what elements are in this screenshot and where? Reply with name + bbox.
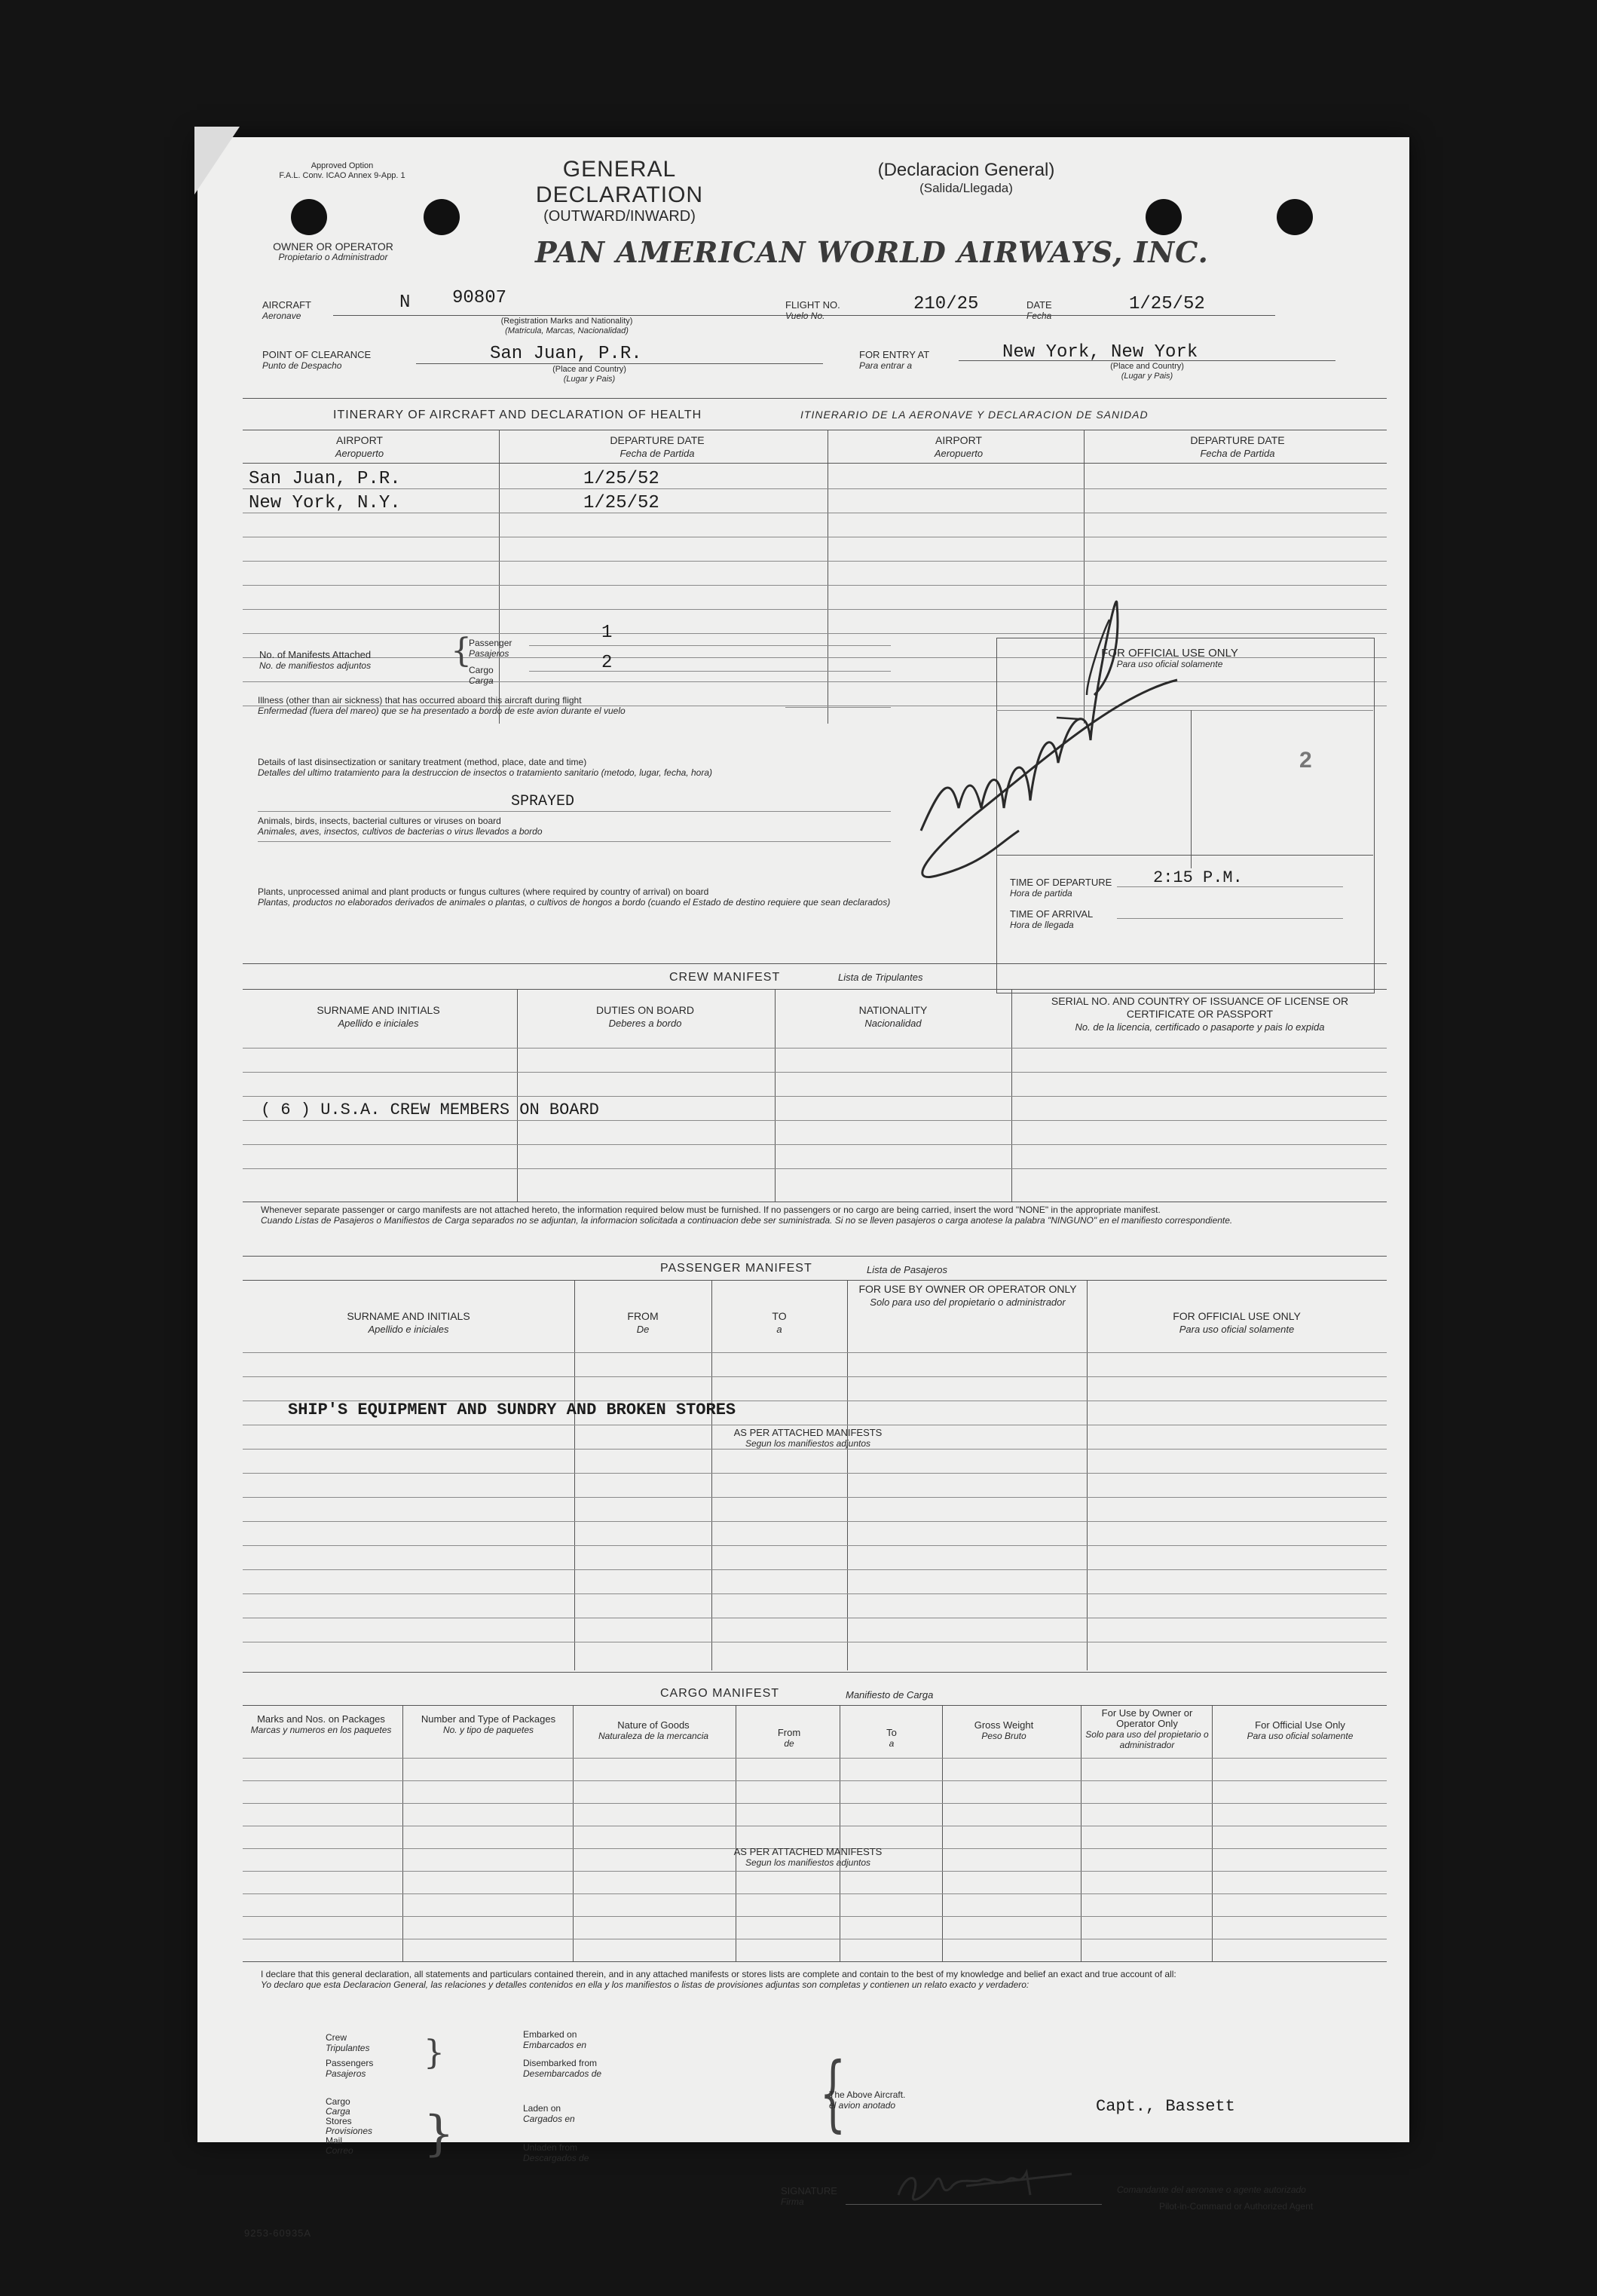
pilot-label: Pilot-in-Command or Authorized Agent <box>1159 2201 1314 2212</box>
entry-place-note: (Place and Country) (Lugar y Pais) <box>1110 362 1184 381</box>
animals-label: Animals, birds, insects, bacterial cultures or viruses on board Animales, aves, insectos, cultivos de bacterias o virus llevados a bordo <box>258 816 543 837</box>
flight-label: FLIGHT NO. Vuelo No. <box>785 299 840 321</box>
clearance-value: San Juan, P.R. <box>490 344 642 364</box>
passenger-col-to: TO a <box>772 1310 787 1335</box>
cargo-col-official: For Official Use Only Para uso oficial solamente <box>1247 1719 1354 1741</box>
itinerary-col-airport-2: AIRPORT Aeropuerto <box>934 434 984 459</box>
cargo-manifest-title-es: Manifiesto de Carga <box>846 1689 934 1701</box>
cargo-col-to: To a <box>886 1727 897 1749</box>
passenger-col-name: SURNAME AND INITIALS Apellido e iniciales <box>347 1310 470 1335</box>
crew-col-nationality: NATIONALITY Nacionalidad <box>858 1004 928 1029</box>
declaration-laden-label: Laden on Cargados en <box>523 2103 575 2124</box>
punch-hole <box>291 199 327 235</box>
cargo-manifest-title: CARGO MANIFEST <box>660 1687 780 1700</box>
clearance-label: POINT OF CLEARANCE Punto de Despacho <box>262 349 372 371</box>
declaration-crew-label: Crew Tripulantes <box>326 2032 370 2053</box>
place-note: (Place and Country) (Lugar y Pais) <box>552 365 626 384</box>
crew-col-serial: SERIAL NO. AND COUNTRY OF ISSUANCE OF LICENSE OR CERTIFICATE OR PASSPORT No. de la licencia, certificado o pasaporte y pais lo expida <box>1051 995 1349 1033</box>
cargo-count: 2 <box>601 653 613 673</box>
declaration-statement: I declare that this general declaration, all statements and particulars contained therein, and in any attached manifests or stores lists are complete and contain to the best of my knowledge and belief an exact and true account of all: Yo declaro que esta Declaracion General, las relaciones y detalles contenidos en ella y los manifiestos o listas de provisiones adjuntas son completas y contienen un relato exacto y verdadero: <box>261 1969 1176 1990</box>
cargo-col-marks: Marks and Nos. on Packages Marcas y numeros en los paquetes <box>250 1713 392 1735</box>
handwritten-scrawl <box>861 454 1283 936</box>
declaration-cargo-label: Cargo Carga Stores Provisiones Mail Correo <box>326 2096 373 2156</box>
aircraft-value: 90807 <box>452 288 507 308</box>
passenger-col-from: FROM De <box>627 1310 659 1335</box>
punch-hole <box>424 199 460 235</box>
general-declaration-page: Approved Option F.A.L. Conv. ICAO Annex 9-App. 1 GENERAL DECLARATION (OUTWARD/INWARD) (Declaracion General) (Salida/Llegada) OWNER OR OPERATOR Propietario o Administrador PAN AMERICAN WORLD AIRWAYS, INC. AIRCRAFT Aeronave N 90807 (Registration Marks and Nationality) (Matricula, Marcas, Nacionalidad) FLIGHT NO. Vuelo No. 210/25 DATE Fecha 1/25/52 POINT OF CLEARANCE Punto de Despacho San Juan, P.R. (Place and Country) (Lugar y Pais) FOR ENTRY AT Para entrar a New York, New York (Place and Country) (Lugar y Pais) ITINERARY OF AIRCRAFT AND DECLARATION OF HEALTH ITINERARIO DE LA AERONAVE Y DECLARACION DE SANIDAD AIRPORT Aeropuerto DEPARTURE DATE Fecha de Partida AIRPORT Aeropuerto DEPARTURE DATE Fecha de Partida San Juan, P.R. 1/25/52 New York, N.Y. 1/25/52 No. of Manifests Attached No. de manifiestos adjuntos { Passenger Pasajeros 1 Cargo Carga 2 Illness (other than air sickness) that has occurred aboard this aircraft during flight Enfermedad (fuera del mareo) que se ha presentado a bordo de este avion durante el vuelo Details of last disinsectization or sanitary treatment (method, place, date and time) Detalles del ultimo tratamiento para la destruccion de insectos o tratamiento sanitario (metodo, lugar, fecha, hora) SPRAYED Animals, birds, insects, bacterial cultures or viruses on board Animales, aves, insectos, cultivos de bacterias o virus llevados a bordo Plants, unprocessed animal and plant products or fungus cultures (where required by country of arrival) on board Plantas, productos no elaborados derivados de animales o plantas, o cultivos de hongos a bordo (cuando el Estado de destino requiere que sean declarados) FOR OFFICIAL USE ONLY Para uso oficial solamente 2 TIME OF DEPARTURE Hora de partida 2:15 P.M. TIME OF ARRIVAL Hora de llegada CREW MANIFEST Lista de Tripulantes SURNAME AND INITIALS Apellido e iniciales DUTIES ON BOARD Deberes a bordo NATIONALITY Nacionalidad SERIAL NO. AND COUNTRY OF ISSUANCE OF LICENSE OR CERTIFICATE OR PASSPORT No. de la licencia, certificado o pasaporte y pais lo expida ( 6 ) U.S.A. CREW MEMBERS ON BOARD Whenever separate passenger or cargo manifests are not attached hereto, the information required below must be furnished. If no passengers or no cargo are being carried, insert the word "NONE" in the appropriate manifest. Cuando Listas de Pasajeros o Manifiestos de Carga separados no se adjuntan, la informacion solicitada a continuacion debe ser suministrada. Si no se lleven pasajeros o carga anotese la palabra "NINGUNO" en el manifiesto correspondiente. PASSENGER MANIFEST Lista de Pasajeros SURNAME AND INITIALS Apellido e iniciales FROM De TO a FOR USE BY OWNER OR OPERATOR ONLY Solo para uso del propietario o administrador FOR OFFICIAL USE ONLY Para uso oficial solamente SHIP'S EQUIPMENT AND SUNDRY AND BROKEN STORES AS PER ATTACHED MANIFESTS Segun los manifiestos adjuntos CARGO MANIFEST Manifiesto de Carga Marks and Nos. on Packages Marcas y numeros en los paquetes Number and Type of Packages No. y tipo de paquetes Nature of Goods Naturaleza de la mercancia From de To a Gross Weight Peso Bruto For Use by Owner or Operator Only Solo para uso del propietario o administrador For Official Use Only Para uso oficial solamente AS PER ATTACHED MANIFESTS Segun los manifiestos adjuntos I declare that this general declaration, all statements and particulars contained therein, and in any attached manifests or stores lists are complete and contain to the best of my knowledge and belief an exact and true account of all: Yo declaro que esta Declaracion General, las relaciones y detalles contenidos en ella y los manifiestos o listas de provisiones adjuntas son completas y contienen un relato exacto y verdadero: Crew Tripulantes Passengers Pasajeros } Embarked on Embarcados en Disembarked from Desembarcados de Cargo Carga Stores Provisiones Mail Correo } Laden on Cargados en Unladen from Descargados de { The Above Aircraft. el avion anotado Capt., Bassett SIGNATURE Firma Comandante del aeronave o agente autorizado Pilot-in-Command or Authorized Agent 9253-60935A <box>197 137 1409 2142</box>
illness-label: Illness (other than air sickness) that has occurred aboard this aircraft during flight Enfermedad (fuera del mareo) que se ha presentado a bordo de este avion durante el vuelo <box>258 695 626 716</box>
passenger-count: 1 <box>601 623 613 643</box>
itinerary-title: ITINERARY OF AIRCRAFT AND DECLARATION OF HEALTH <box>333 409 702 421</box>
itinerary-row-airport: San Juan, P.R. <box>249 469 401 489</box>
entry-value: New York, New York <box>1002 342 1198 363</box>
form-number: 9253-60935A <box>244 2227 312 2239</box>
passenger-manifest-title-es: Lista de Pasajeros <box>867 1264 947 1275</box>
owner-label: OWNER OR OPERATOR Propietario o Administrador <box>273 240 393 262</box>
above-aircraft-label: The Above Aircraft. el avion anotado <box>829 2089 906 2111</box>
cargo-col-owner: For Use by Owner or Operator Only Solo para uso del propietario o administrador <box>1085 1707 1209 1750</box>
declaration-disembarked-label: Disembarked from Desembarcados de <box>523 2058 602 2079</box>
official-use-title: FOR OFFICIAL USE ONLY Para uso oficial solamente <box>1101 647 1238 669</box>
disinsection-value: SPRAYED <box>511 793 575 810</box>
manifests-label: No. of Manifests Attached No. de manifiestos adjuntos <box>259 649 372 671</box>
punch-hole <box>1146 199 1182 235</box>
entry-label: FOR ENTRY AT Para entrar a <box>859 349 930 371</box>
registration-note: (Registration Marks and Nationality) (Matricula, Marcas, Nacionalidad) <box>500 317 633 335</box>
plants-label: Plants, unprocessed animal and plant products or fungus cultures (where required by country of arrival) on board Plantas, productos no elaborados derivados de animales o plantas, o cultivos de hongos a bordo (cuando el Estado de destino requiere que sean declarados) <box>258 886 891 908</box>
declaration-passengers-label: Passengers Pasajeros <box>326 2058 374 2079</box>
crew-manifest-title-es: Lista de Tripulantes <box>838 972 923 983</box>
crew-entry: ( 6 ) U.S.A. CREW MEMBERS ON BOARD <box>261 1101 599 1119</box>
cargo-attached-note: AS PER ATTACHED MANIFESTS Segun los manifiestos adjuntos <box>733 1846 883 1868</box>
official-stamp-mark: 2 <box>1299 748 1312 773</box>
passenger-entry: SHIP'S EQUIPMENT AND SUNDRY AND BROKEN STORES <box>288 1401 736 1419</box>
cargo-col-number: Number and Type of Packages No. y tipo de paquetes <box>421 1713 556 1735</box>
owner-name: PAN AMERICAN WORLD AIRWAYS, INC. <box>535 235 1209 269</box>
passenger-count-label: Passenger Pasajeros <box>469 638 512 659</box>
approval-note: Approved Option F.A.L. Conv. ICAO Annex 9-App. 1 <box>279 161 405 180</box>
punch-hole <box>1277 199 1313 235</box>
passenger-col-official: FOR OFFICIAL USE ONLY Para uso oficial solamente <box>1173 1310 1301 1335</box>
arrival-time-label: TIME OF ARRIVAL Hora de llegada <box>1010 908 1094 930</box>
pilot-label-es: Comandante del aeronave o agente autorizado <box>1117 2184 1306 2195</box>
manifest-notice: Whenever separate passenger or cargo manifests are not attached hereto, the information required below must be furnished. If no passengers or no cargo are being carried, insert the word "NONE" in the appropriate manifest. Cuando Listas de Pasajeros o Manifiestos de Carga separados no se adjuntan, la informacion solicitada a continuacion debe ser suministrada. Si no se lleven pasajeros o carga anotese la palabra "NINGUNO" en el manifiesto correspondiente. <box>261 1205 1233 1226</box>
itinerary-row-airport: New York, N.Y. <box>249 493 401 513</box>
cargo-col-weight: Gross Weight Peso Bruto <box>974 1719 1034 1741</box>
captain-signature <box>876 2142 1177 2218</box>
departure-time-label: TIME OF DEPARTURE Hora de partida <box>1010 877 1112 899</box>
itinerary-col-departure: DEPARTURE DATE Fecha de Partida <box>610 434 705 459</box>
flight-value: 210/25 <box>913 294 979 314</box>
itinerary-col-airport: AIRPORT Aeropuerto <box>335 434 384 459</box>
torn-corner <box>194 127 240 194</box>
declaration-unladen-label: Unladen from Descargados de <box>523 2142 589 2163</box>
cargo-col-from: From de <box>777 1727 801 1749</box>
crew-col-name: SURNAME AND INITIALS Apellido e iniciales <box>317 1004 440 1029</box>
passenger-col-owner: FOR USE BY OWNER OR OPERATOR ONLY Solo para uso del propietario o administrador <box>858 1283 1077 1308</box>
passenger-attached-note: AS PER ATTACHED MANIFESTS Segun los manifiestos adjuntos <box>733 1427 883 1449</box>
itinerary-title-es: ITINERARIO DE LA AERONAVE Y DECLARACION DE SANIDAD <box>800 409 1149 421</box>
captain-name: Capt., Bassett <box>1096 2097 1235 2116</box>
form-title-es: (Declaracion General) (Salida/Llegada) <box>877 160 1055 195</box>
cargo-col-nature: Nature of Goods Naturaleza de la mercancia <box>598 1719 709 1741</box>
departure-time-value: 2:15 P.M. <box>1153 868 1243 887</box>
date-label: DATE Fecha <box>1026 299 1052 321</box>
declaration-embarked-label: Embarked on Embarcados en <box>523 2029 587 2050</box>
disinsection-label: Details of last disinsectization or sanitary treatment (method, place, date and time) Detalles del ultimo tratamiento para la destruccion de insectos o tratamiento sanitario (metodo, lugar, fecha, hora) <box>258 757 712 778</box>
crew-col-duties: DUTIES ON BOARD Deberes a bordo <box>596 1004 694 1029</box>
date-value: 1/25/52 <box>1129 294 1205 314</box>
passenger-manifest-title: PASSENGER MANIFEST <box>660 1262 812 1275</box>
aircraft-label: AIRCRAFT Aeronave <box>262 299 311 321</box>
cargo-count-label: Cargo Carga <box>469 665 494 686</box>
signature-label: SIGNATURE Firma <box>781 2185 837 2207</box>
itinerary-row-date: 1/25/52 <box>583 469 659 489</box>
form-title: GENERAL DECLARATION (OUTWARD/INWARD) <box>535 157 704 225</box>
crew-manifest-title: CREW MANIFEST <box>669 971 781 984</box>
aircraft-prefix: N <box>399 292 411 313</box>
itinerary-row-date: 1/25/52 <box>583 493 659 513</box>
itinerary-col-departure-2: DEPARTURE DATE Fecha de Partida <box>1190 434 1285 459</box>
